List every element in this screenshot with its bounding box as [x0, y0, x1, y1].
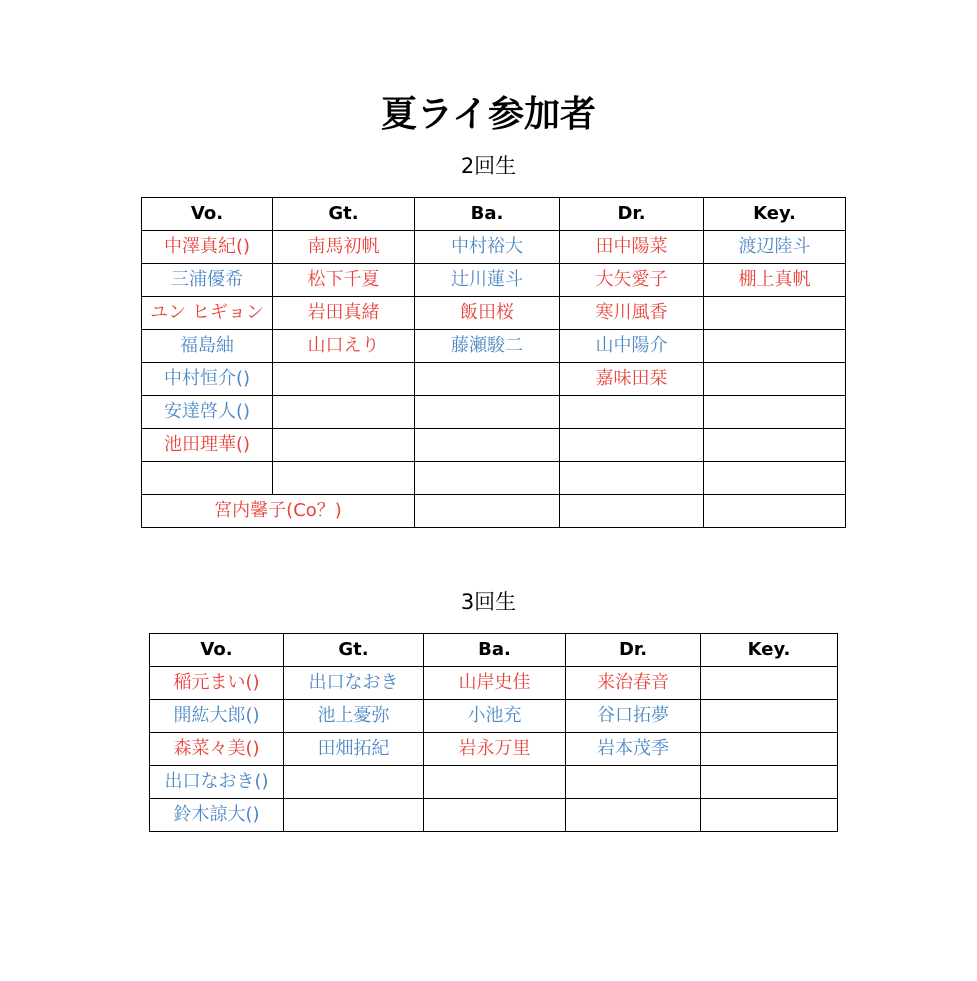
member-cell — [273, 396, 415, 429]
table-header-row — [142, 198, 846, 231]
member-cell: 出口なおき — [284, 667, 424, 700]
member-cell: 森菜々美() — [150, 733, 284, 766]
member-cell: ユン ヒギョン — [142, 297, 273, 330]
member-cell: 山岸史佳 — [424, 667, 566, 700]
table-row — [142, 264, 846, 297]
member-cell: 寒川風香 — [560, 297, 704, 330]
member-cell — [284, 766, 424, 799]
member-cell — [701, 799, 838, 832]
table-row — [142, 231, 846, 264]
roster-table-3rd-year — [149, 633, 838, 832]
member-cell — [560, 462, 704, 495]
member-cell: 大矢愛子 — [560, 264, 704, 297]
column-header: Dr. — [566, 634, 701, 667]
member-cell — [704, 396, 846, 429]
member-cell — [704, 462, 846, 495]
member-cell: 飯田桜 — [415, 297, 560, 330]
member-cell — [704, 297, 846, 330]
member-cell: 岩本茂季 — [566, 733, 701, 766]
member-cell — [415, 495, 560, 528]
table-header-row — [150, 634, 838, 667]
member-cell — [704, 330, 846, 363]
member-cell — [701, 700, 838, 733]
member-cell: 開紘大郎() — [150, 700, 284, 733]
column-header: Gt. — [284, 634, 424, 667]
member-cell: 中村恒介() — [142, 363, 273, 396]
member-cell — [560, 429, 704, 462]
member-cell: 松下千夏 — [273, 264, 415, 297]
column-header: Key. — [701, 634, 838, 667]
member-cell: 三浦優希 — [142, 264, 273, 297]
member-cell — [704, 363, 846, 396]
table-row — [150, 667, 838, 700]
table-row — [142, 462, 846, 495]
member-cell — [704, 495, 846, 528]
member-cell: 田中陽菜 — [560, 231, 704, 264]
member-cell — [273, 363, 415, 396]
table-row — [150, 766, 838, 799]
member-cell — [701, 733, 838, 766]
member-cell — [701, 766, 838, 799]
section-heading-3rd-year: 3回生 — [460, 590, 517, 614]
column-header: Key. — [704, 198, 846, 231]
member-cell-merged: 宮内馨子(Co？) — [142, 495, 415, 528]
table-row — [142, 297, 846, 330]
member-cell: 山口えり — [273, 330, 415, 363]
member-cell: 出口なおき() — [150, 766, 284, 799]
member-cell — [142, 462, 273, 495]
member-cell: 中村裕大 — [415, 231, 560, 264]
member-cell — [566, 799, 701, 832]
member-cell — [566, 766, 701, 799]
member-cell — [415, 462, 560, 495]
table-row — [142, 495, 846, 528]
member-cell — [284, 799, 424, 832]
member-cell: 稲元まい() — [150, 667, 284, 700]
roster-table-2nd-year — [141, 197, 846, 528]
member-cell: 安達啓人() — [142, 396, 273, 429]
member-cell — [424, 766, 566, 799]
column-header: Gt. — [273, 198, 415, 231]
member-cell — [560, 495, 704, 528]
column-header: Vo. — [150, 634, 284, 667]
member-cell: 岩田真緒 — [273, 297, 415, 330]
member-cell: 棚上真帆 — [704, 264, 846, 297]
member-cell: 岩永万里 — [424, 733, 566, 766]
table-row — [150, 799, 838, 832]
column-header: Ba. — [424, 634, 566, 667]
member-cell — [415, 429, 560, 462]
column-header: Ba. — [415, 198, 560, 231]
table-row — [150, 733, 838, 766]
table-row — [142, 396, 846, 429]
member-cell: 来治春音 — [566, 667, 701, 700]
member-cell: 谷口拓夢 — [566, 700, 701, 733]
column-header: Vo. — [142, 198, 273, 231]
member-cell — [424, 799, 566, 832]
member-cell: 福島紬 — [142, 330, 273, 363]
member-cell: 辻川蓮斗 — [415, 264, 560, 297]
member-cell — [273, 462, 415, 495]
member-cell — [415, 396, 560, 429]
member-cell — [560, 396, 704, 429]
member-cell — [273, 429, 415, 462]
table-row — [150, 700, 838, 733]
member-cell: 池上憂弥 — [284, 700, 424, 733]
member-cell — [704, 429, 846, 462]
table-row — [142, 429, 846, 462]
member-cell: 嘉味田栞 — [560, 363, 704, 396]
member-cell: 山中陽介 — [560, 330, 704, 363]
member-cell — [701, 667, 838, 700]
member-cell: 鈴木諒大() — [150, 799, 284, 832]
member-cell: 南馬初帆 — [273, 231, 415, 264]
table-row — [142, 330, 846, 363]
table-row — [142, 363, 846, 396]
member-cell: 田畑拓紀 — [284, 733, 424, 766]
member-cell: 中澤真紀() — [142, 231, 273, 264]
column-header: Dr. — [560, 198, 704, 231]
member-cell: 藤瀬駿二 — [415, 330, 560, 363]
page-title: 夏ライ参加者 — [381, 94, 596, 135]
member-cell: 渡辺陸斗 — [704, 231, 846, 264]
member-cell: 小池充 — [424, 700, 566, 733]
section-heading-2nd-year: 2回生 — [460, 154, 517, 178]
member-cell — [415, 363, 560, 396]
member-cell: 池田理華() — [142, 429, 273, 462]
